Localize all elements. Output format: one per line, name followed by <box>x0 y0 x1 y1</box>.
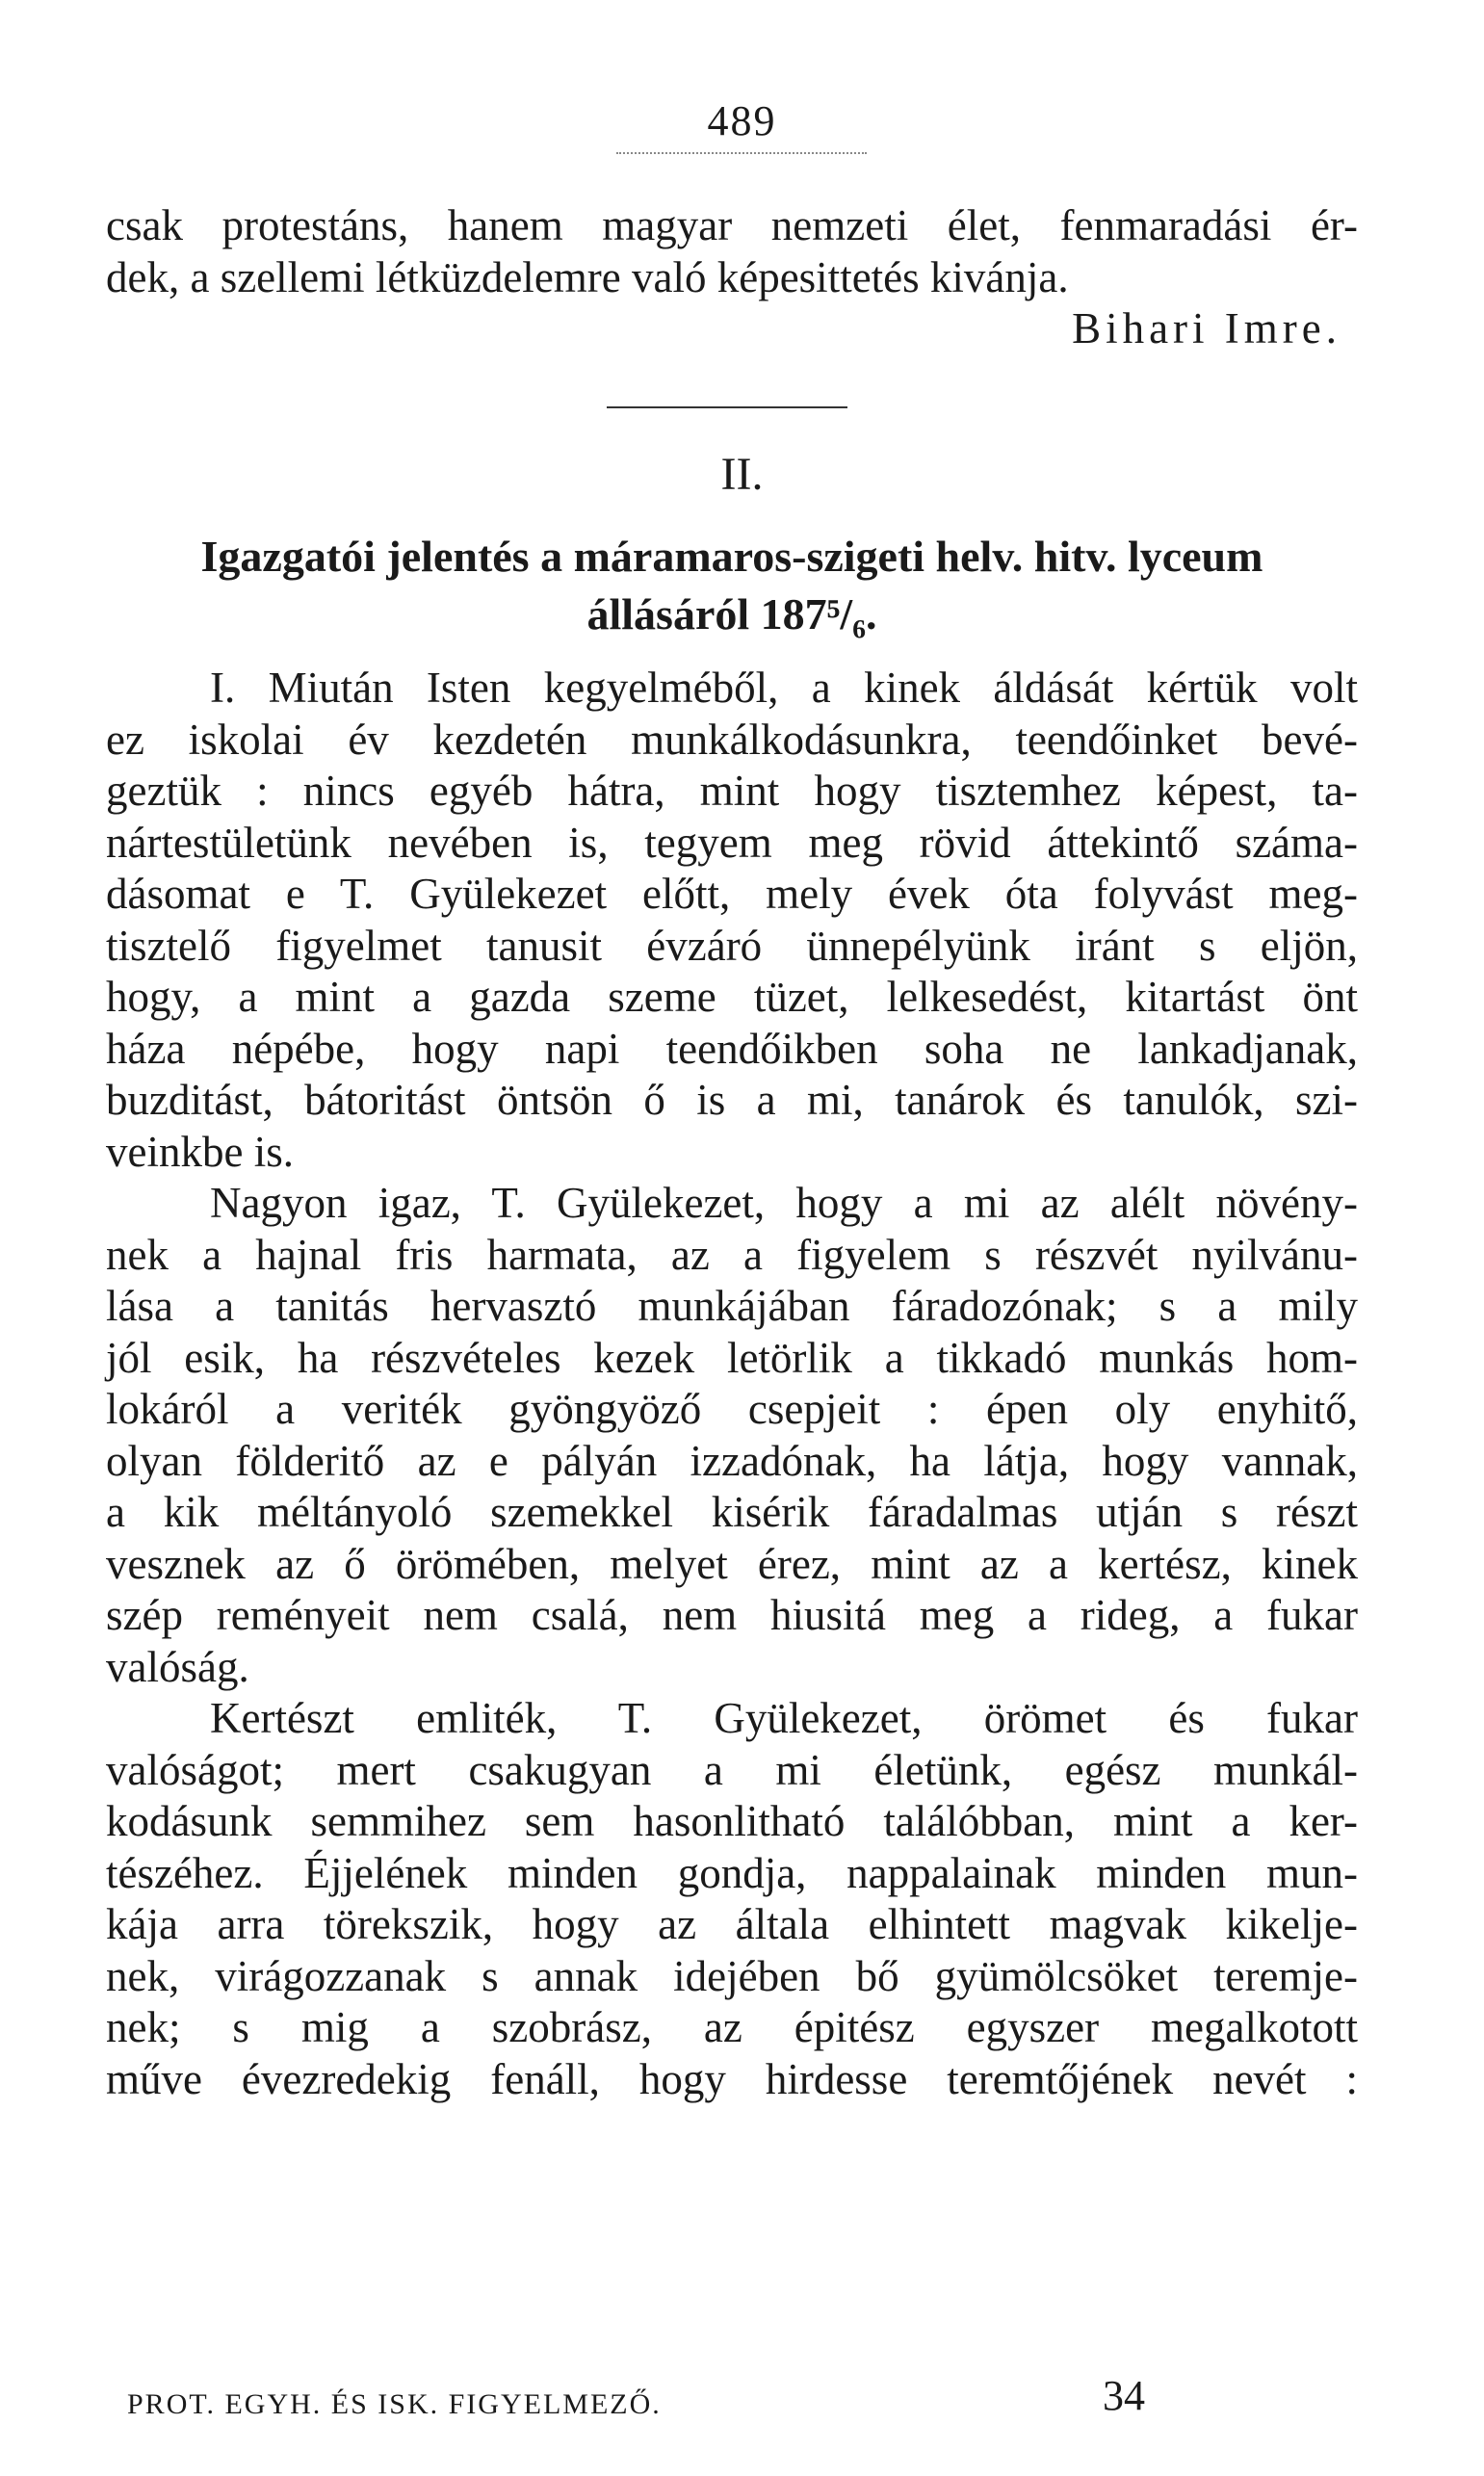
text-line: nek a hajnal fris harmata, az a figyelem s részvét nyilvánu- <box>106 1230 1358 1279</box>
text-line: dásomat e T. Gyülekezet előtt, mely évek óta folyvást meg- <box>106 870 1358 918</box>
text-line: lokáról a veriték gyöngyöző csepjeit : épen oly enyhitő, <box>106 1385 1358 1433</box>
text-line: dek, a szellemi létküzdelemre való képesittetés kivánja. <box>106 252 1069 301</box>
page-number: 489 <box>707 97 777 144</box>
text-line: lása a tanitás hervasztó munkájában fáradozónak; s a mily <box>106 1282 1358 1330</box>
text-line: a kik méltányoló szemekkel kisérik fáradalmas utján s részt <box>106 1488 1358 1536</box>
printer-signature-mark: 34 <box>1103 2372 1145 2419</box>
text-line: nek; s mig a szobrász, az épitész egyszer megalkotott <box>106 2003 1358 2051</box>
paragraph-3 <box>106 1693 1358 2105</box>
section-number: II. <box>720 449 764 500</box>
text-line: kája arra törekszik, hogy az általa elhintett magvak kikelje- <box>106 1900 1358 1948</box>
paragraph-2 <box>106 1178 1358 1693</box>
page-number-ornament <box>616 152 867 154</box>
text-line: nek, virágozzanak s annak idejében bő gyümölcsöket teremje- <box>106 1951 1358 2000</box>
section-divider <box>607 406 847 408</box>
text-line: nártestületünk nevében is, tegyem meg rövid áttekintő száma- <box>106 818 1358 867</box>
text-line: Nagyon igaz, T. Gyülekezet, hogy a mi az alélt növény- <box>210 1179 1358 1227</box>
text-line: háza népébe, hogy napi teendőikben soha ne lankadjanak, <box>106 1024 1358 1073</box>
text-line: tészéhez. Éjjelének minden gondja, nappalainak minden mun- <box>106 1848 1358 1897</box>
text-line: Kertészt emliték, T. Gyülekezet, örömet és fukar <box>210 1694 1358 1742</box>
text-line: csak protestáns, hanem magyar nemzeti élet, fenmaradási ér- <box>106 201 1358 249</box>
text-line: tisztelő figyelmet tanusit évzáró ünnepélyünk iránt s eljön, <box>106 921 1358 970</box>
text-line: olyan földeritő az e pályán izzadónak, ha látja, hogy vannak, <box>106 1436 1358 1485</box>
text-line: ez iskolai év kezdetén munkálkodásunkra, teendőinket bevé- <box>106 715 1358 764</box>
paragraph-1 <box>106 663 1358 1178</box>
text-line: jól esik, ha részvételes kezek letörlik a tikkadó munkás hom- <box>106 1333 1358 1382</box>
text-line: veinkbe is. <box>106 1127 294 1176</box>
text-line: kodásunk semmihez sem hasonlitható találóbban, mint a ker- <box>106 1797 1358 1845</box>
opening-paragraph <box>106 200 1358 303</box>
text-line: hogy, a mint a gazda szeme tüzet, lelkesedést, kitartást önt <box>106 973 1358 1021</box>
body-text <box>106 663 1358 2105</box>
text-line: műve évezredekig fenáll, hogy hirdesse teremtőjének nevét : <box>106 2054 1358 2103</box>
text-line: valóság. <box>106 1642 249 1691</box>
text-line: geztük : nincs egyéb hátra, mint hogy tisztemhez képest, ta- <box>106 767 1358 815</box>
author-signature: Bihari Imre. <box>1072 304 1341 352</box>
text-line: I. Miután Isten kegyelméből, a kinek áldását kértük volt <box>210 664 1358 712</box>
text-line: szép reményeit nem csalá, nem hiusitá meg a rideg, a fukar <box>106 1591 1358 1639</box>
section-heading-line-1: Igazgatói jelentés a máramaros-szigeti helv. hitv. lyceum <box>200 532 1263 581</box>
text-line: valóságot; mert csakugyan a mi életünk, egész munkál- <box>106 1745 1358 1794</box>
text-line: buzditást, bátoritást öntsön ő is a mi, tanárok és tanulók, szi- <box>106 1076 1358 1124</box>
footer-journal-title: PROT. EGYH. ÉS ISK. FIGYELMEZŐ. <box>127 2388 662 2420</box>
text-line: vesznek az ő örömében, melyet érez, mint az a kertész, kinek <box>106 1539 1358 1588</box>
section-heading-line-2: állásáról 187⁵/₆. <box>586 589 877 639</box>
